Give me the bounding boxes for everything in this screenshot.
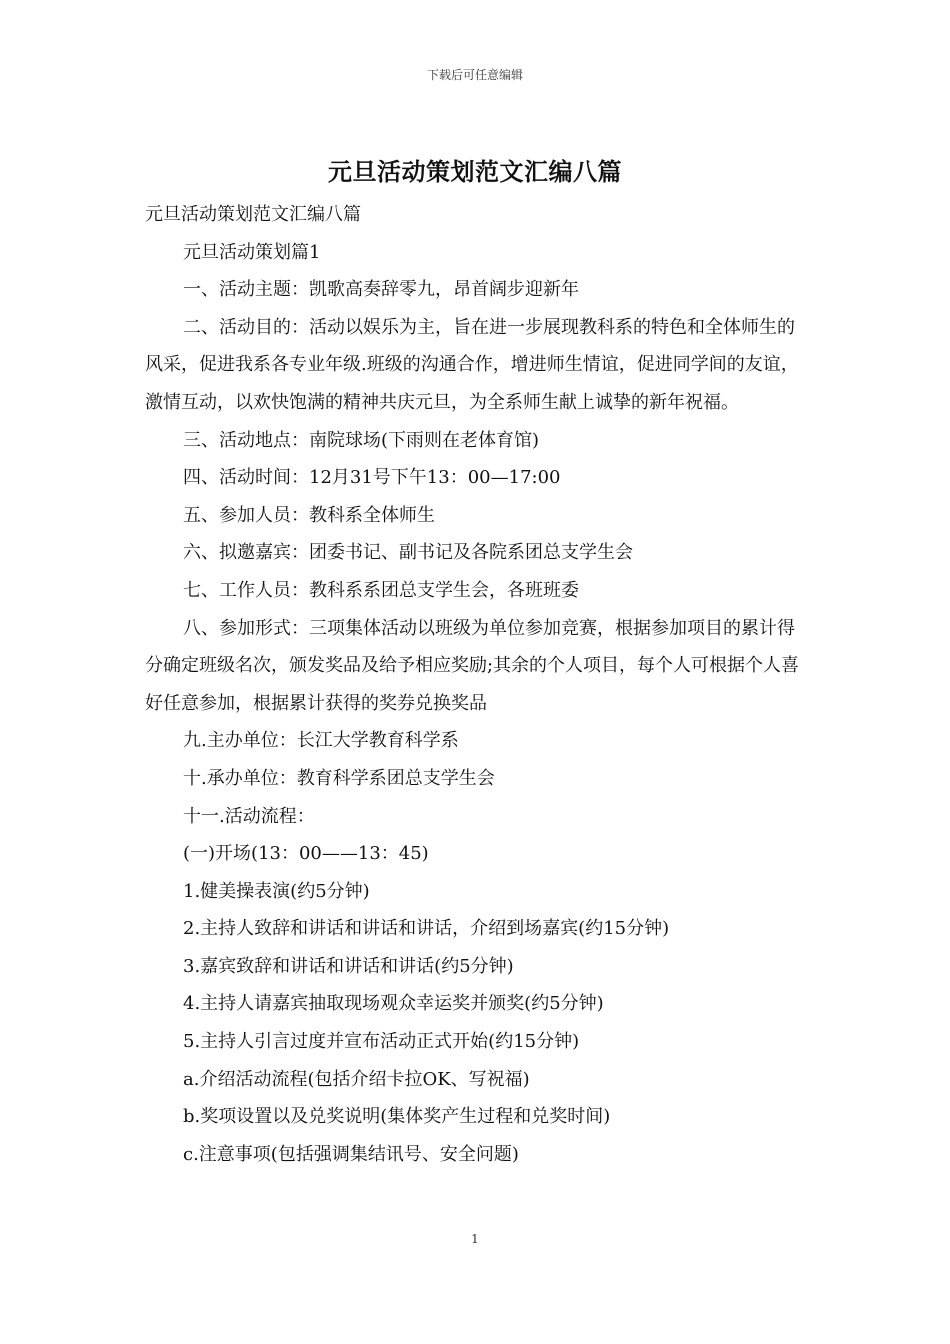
paragraph: 七、工作人员：教科系系团总支学生会，各班班委: [183, 579, 579, 601]
paragraph: a.介绍活动流程(包括介绍卡拉OK、写祝福): [183, 1068, 530, 1090]
paragraph: c.注意事项(包括强调集结讯号、安全问题): [183, 1143, 519, 1165]
paragraph: 四、活动时间：12月31号下午13：00—17:00: [183, 467, 561, 489]
paragraph: 1.健美操表演(约5分钟): [183, 880, 370, 902]
paragraph: 元旦活动策划篇1: [183, 241, 321, 263]
paragraph: 4.主持人请嘉宾抽取现场观众幸运奖并颁奖(约5分钟): [183, 993, 604, 1015]
paragraph: 十一.活动流程：: [183, 805, 315, 827]
paragraph: 2.主持人致辞和讲话和讲话和讲话，介绍到场嘉宾(约15分钟): [183, 918, 670, 940]
paragraph: 五、参加人员：教科系全体师生: [183, 504, 435, 526]
document-body: [145, 196, 809, 1173]
paragraph: 二、活动目的：活动以娱乐为主，旨在进一步展现教科系的特色和全体师生的风采，促进我系各专业年级.班级的沟通合作，增进师生情谊，促进同学间的友谊，激情互动，以欢快饱满的精神共庆元旦，为全系师生献上诚挚的新年祝福。: [145, 316, 799, 413]
paragraph: 5.主持人引言过度并宣布活动正式开始(约15分钟): [183, 1031, 580, 1053]
document-title: 元旦活动策划范文汇编八篇: [328, 158, 622, 186]
paragraph: 八、参加形式：三项集体活动以班级为单位参加竞赛，根据参加项目的累计得分确定班级名次，颁发奖品及给予相应奖励;其余的个人项目，每个人可根据个人喜好任意参加，根据累计获得的奖券兑换奖品: [145, 617, 800, 714]
page-header-note: 下载后可任意编辑: [426, 68, 523, 82]
paragraph: 3.嘉宾致辞和讲话和讲话和讲话(约5分钟): [183, 955, 514, 977]
paragraph: 六、拟邀嘉宾：团委书记、副书记及各院系团总支学生会: [183, 542, 633, 564]
paragraph: 十.承办单位：教育科学系团总支学生会: [183, 767, 495, 789]
paragraph: 一、活动主题：凯歌高奏辞零九，昂首阔步迎新年: [183, 279, 579, 301]
paragraph: 三、活动地点：南院球场(下雨则在老体育馆): [183, 429, 540, 451]
paragraph: b.奖项设置以及兑奖说明(集体奖产生过程和兑奖时间): [183, 1106, 611, 1128]
paragraph: 九.主办单位：长江大学教育科学系: [183, 730, 459, 752]
page-number: 1: [471, 1232, 479, 1246]
paragraph: 元旦活动策划范文汇编八篇: [145, 204, 361, 225]
paragraph: (一)开场(13：00——13：45): [183, 843, 429, 865]
